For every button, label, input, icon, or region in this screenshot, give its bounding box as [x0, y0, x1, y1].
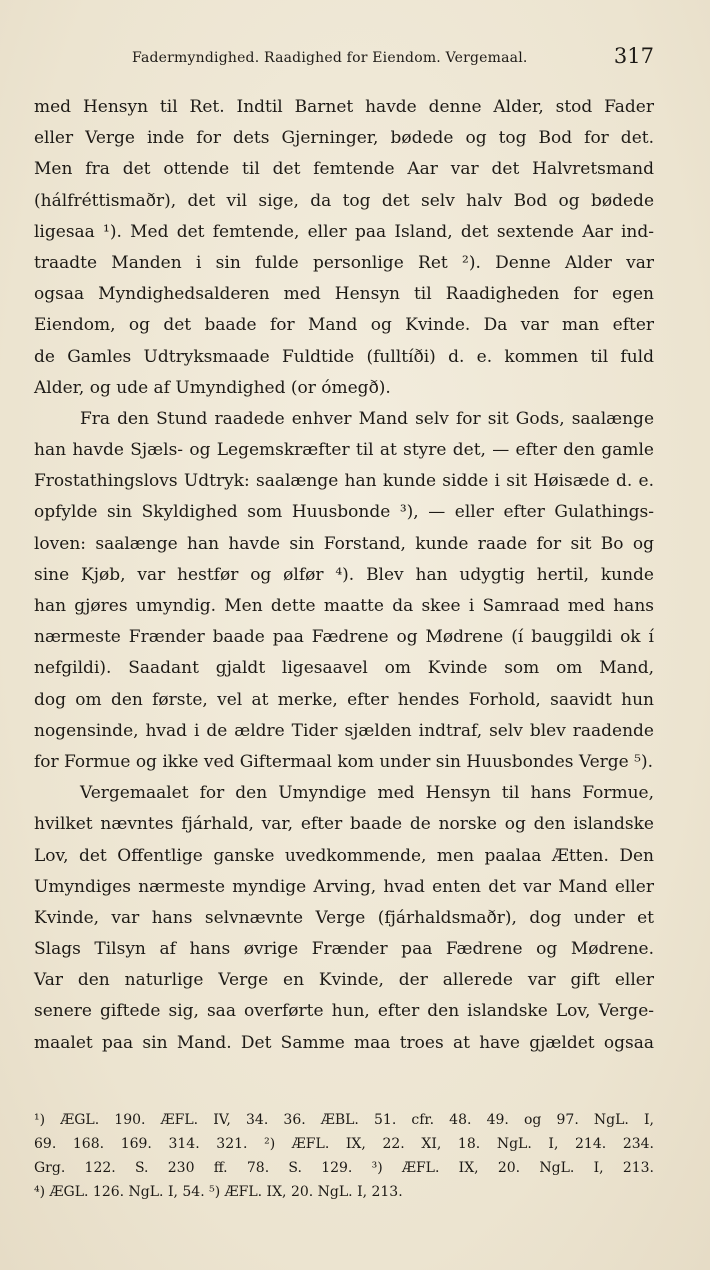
text-line: Vergemaalet for den Umyndige med Hensyn til hans Formue, — [80, 783, 654, 804]
text-line: nefgildi). Saadant gjaldt ligesaavel om Kvinde som om Mand, — [34, 658, 654, 679]
text-line: opfylde sin Skyldighed som Huusbonde ³), — eller efter Gulathings- — [34, 502, 654, 523]
text-line: loven: saalænge han havde sin Forstand, kunde raade for sit Bo og — [34, 533, 654, 554]
text-line: maalet paa sin Mand. Det Samme maa troes at have gjældet ogsaa — [34, 1032, 654, 1053]
footnote-line: Grg. 122. S. 230 ff. 78. S. 129. ³) ÆFL. IX, 20. NgL. I, 213. — [34, 1160, 654, 1176]
footnote-line: 69. 168. 169. 314. 321. ²) ÆFL. IX, 22. XI, 18. NgL. I, 214. 234. — [34, 1136, 654, 1152]
paragraph — [34, 778, 654, 1059]
text-line: han gjøres umyndig. Men dette maatte da skee i Samraad med hans — [34, 596, 654, 616]
text-line: Frostathingslovs Udtryk: saalænge han kunde sidde i sit Høisæde d. e. — [34, 471, 654, 492]
footnotes — [34, 1108, 654, 1204]
page-header — [34, 44, 654, 74]
text-line: eller Verge inde for dets Gjerninger, bødede og tog Bod for det. — [34, 128, 654, 149]
text-line: Umyndiges nærmeste myndige Arving, hvad enten det var Mand eller — [34, 876, 654, 897]
paragraph — [34, 404, 654, 778]
text-line: med Hensyn til Ret. Indtil Barnet havde denne Alder, stod Fader — [34, 97, 654, 117]
text-line: hvilket nævntes fjárhald, var, efter baade de norske og den islandske — [34, 814, 654, 835]
text-line: traadte Manden i sin fulde personlige Ret ²). Denne Alder var — [34, 252, 654, 273]
text-line: Lov, det Offentlige ganske uvedkommende, men paalaa Ætten. Den — [34, 845, 654, 866]
paragraph — [34, 92, 654, 404]
text-line: ogsaa Myndighedsalderen med Hensyn til Raadigheden for egen — [34, 284, 654, 305]
footnote-line: ⁴) ÆGL. 126. NgL. I, 54. ⁵) ÆFL. IX, 20. NgL. I, 213. — [34, 1184, 403, 1200]
text-line: (hálfréttismaðr), det vil sige, da tog det selv halv Bod og bødede — [34, 190, 654, 211]
text-line: Kvinde, var hans selvnævnte Verge (fjárhaldsmaðr), dog under et — [34, 907, 654, 928]
text-line: nærmeste Frænder baade paa Fædrene og Mødrene (í bauggildi ok í — [34, 627, 654, 648]
footnote-line: ¹) ÆGL. 190. ÆFL. IV, 34. 36. ÆBL. 51. cfr. 48. 49. og 97. NgL. I, — [34, 1112, 654, 1128]
text-line: han havde Sjæls- og Legemskræfter til at styre det, — efter den gamle — [34, 440, 654, 461]
text-line: de Gamles Udtryksmaade Fuldtide (fulltíði) d. e. kommen til fuld — [34, 346, 654, 367]
body-text — [34, 92, 654, 1059]
text-line: Fra den Stund raadede enhver Mand selv for sit Gods, saalænge — [80, 408, 654, 429]
running-head: Fadermyndighed. Raadighed for Eiendom. Vergemaal. — [132, 50, 528, 66]
page-number: 317 — [613, 44, 654, 68]
text-line: ligesaa ¹). Med det femtende, eller paa Island, det sextende Aar ind- — [34, 221, 654, 242]
text-line: sine Kjøb, var hestfør og ølfør ⁴). Blev han udygtig hertil, kunde — [34, 564, 654, 585]
text-line: Eiendom, og det baade for Mand og Kvinde. Da var man efter — [34, 315, 654, 336]
text-line: dog om den første, vel at merke, efter hendes Forhold, saavidt hun — [34, 689, 654, 710]
text-line: Var den naturlige Verge en Kvinde, der allerede var gift eller — [34, 970, 654, 991]
text-line: Slags Tilsyn af hans øvrige Frænder paa Fædrene og Mødrene. — [34, 939, 654, 960]
text-line: Alder, og ude af Umyndighed (or ómegð). — [34, 377, 391, 398]
text-line: nogensinde, hvad i de ældre Tider sjælden indtraf, selv blev raadende — [34, 720, 654, 741]
text-line: Men fra det ottende til det femtende Aar var det Halvretsmand — [34, 159, 654, 180]
text-line: senere giftede sig, saa overførte hun, efter den islandske Lov, Verge- — [34, 1001, 654, 1022]
text-line: for Formue og ikke ved Giftermaal kom under sin Huusbondes Verge ⁵). — [34, 751, 653, 772]
